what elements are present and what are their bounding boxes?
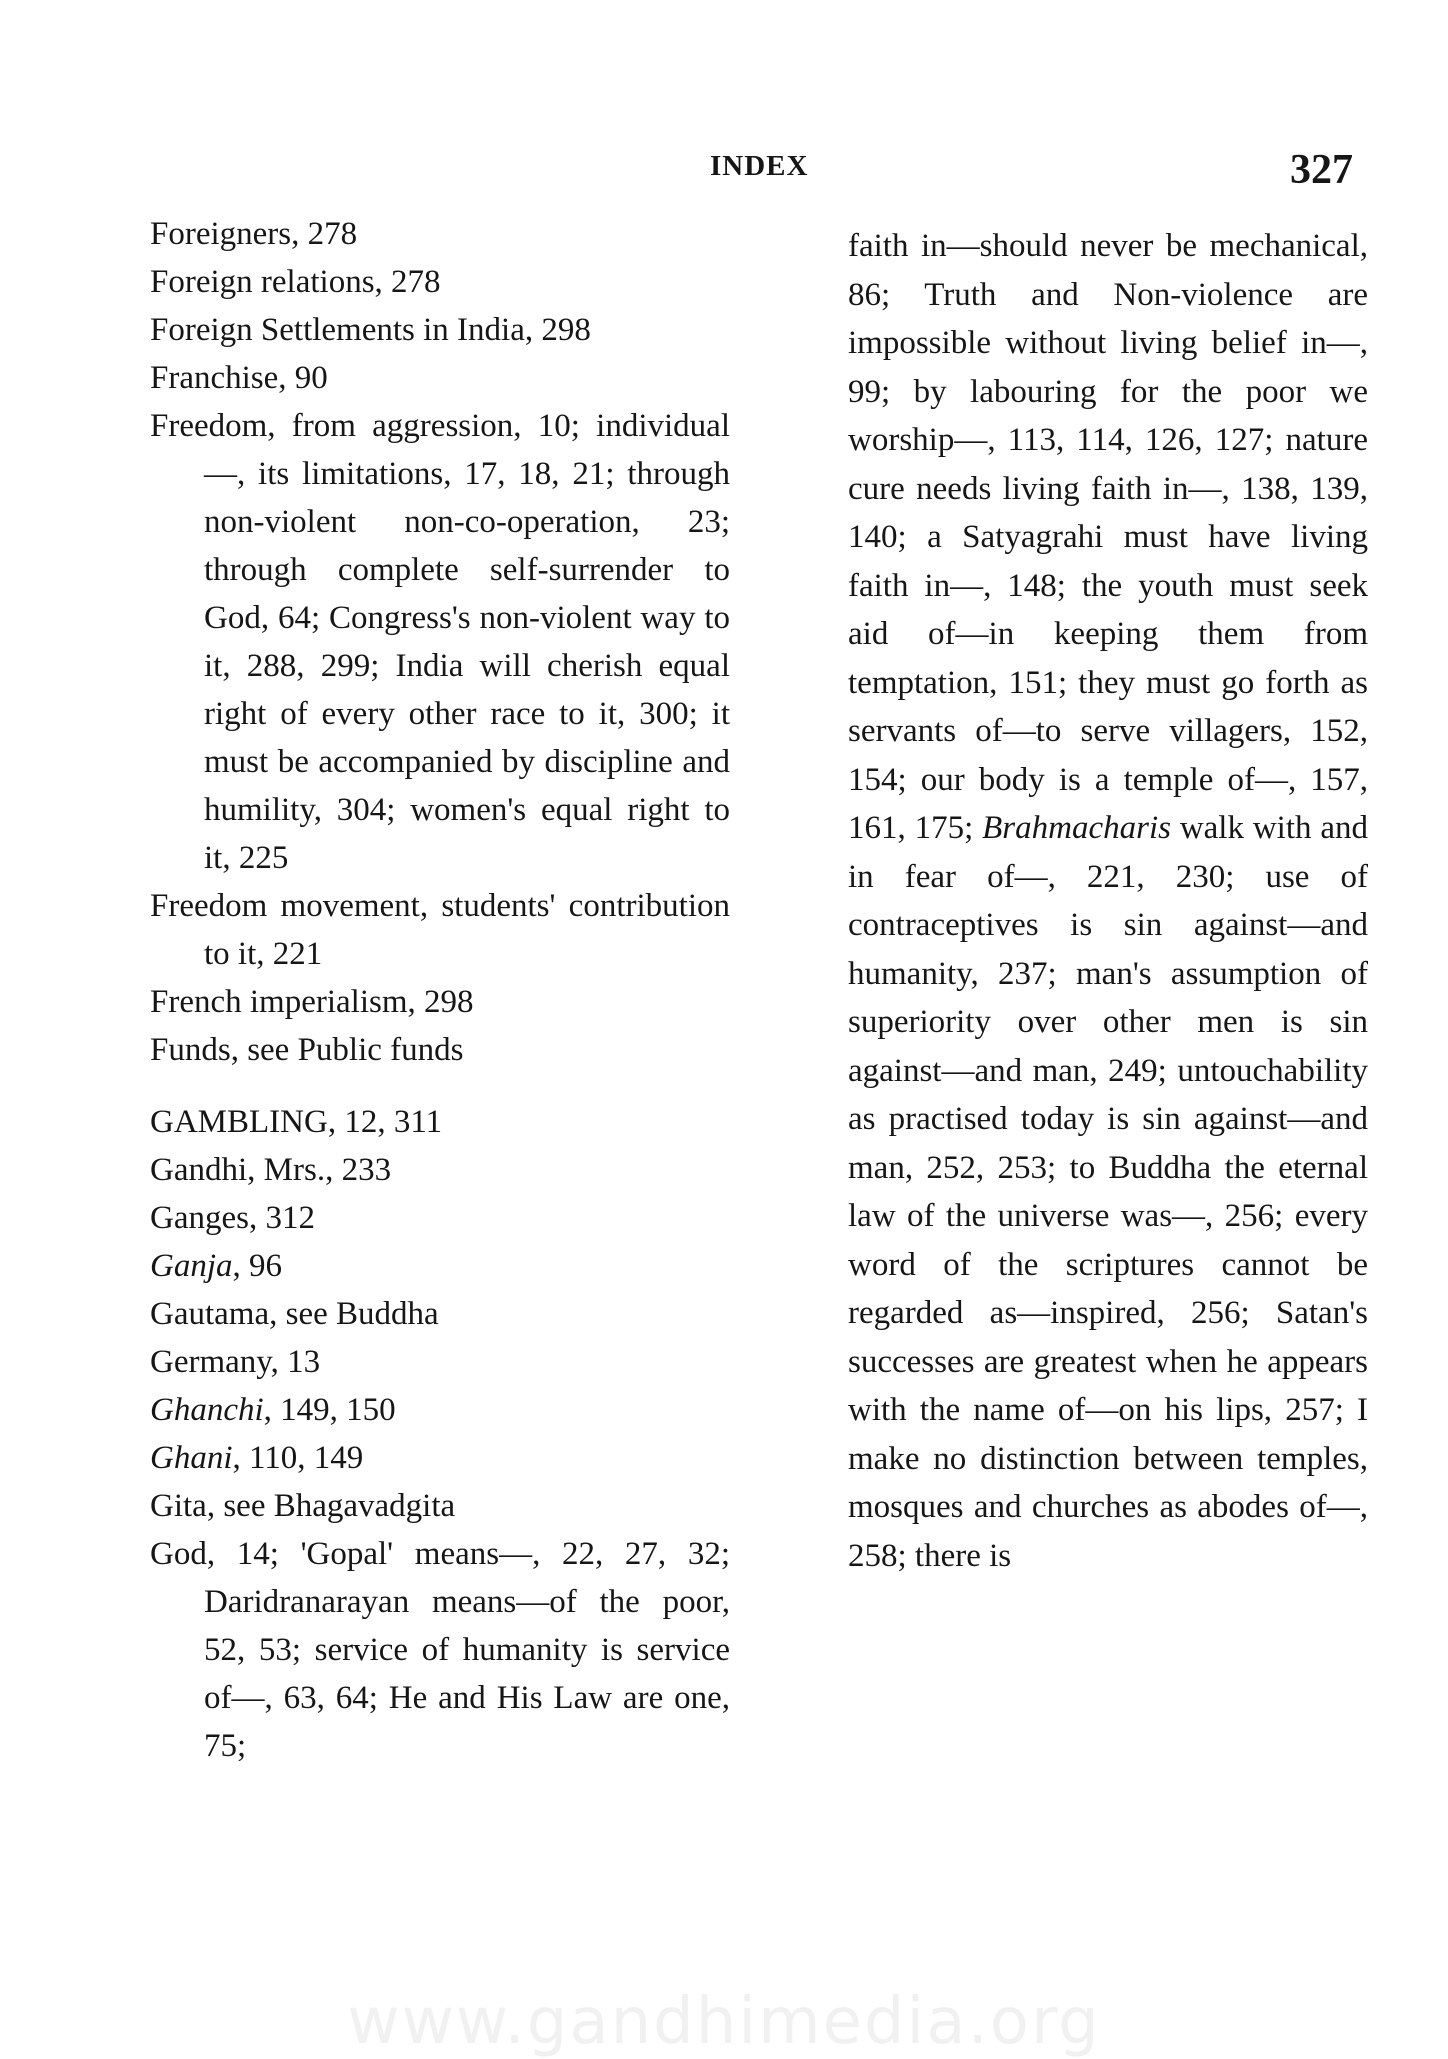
entry-rest: , 96 [232, 1248, 282, 1284]
entry-head: Ghanchi [150, 1392, 264, 1428]
index-entry: French imperialism, 298 [150, 984, 474, 1020]
entry-rest: , 110, 149 [232, 1440, 364, 1476]
page-number: 327 [1290, 147, 1353, 193]
index-entry: Freedom, from aggression, 10; individual—, its limitations, 17, 18, 21; through non-violent non-co-operation, 23; through complete self-surrender to God, 64; Congress's non-violent way to it, 288, 299; India will cherish equal right of every other race to it, 300; it must be accompanied by discipline and humility, 304; women's equal right to it, 225 [150, 408, 730, 876]
continued-entry-text: faith in—should never be mechanical, 86; Truth and Non-violence are impossible without living belief in—, 99; by labouring for the poor we worship—, 113, 114, 126, 127; nature cure needs living faith in—, 138, 139, 140; a Satyagrahi must have living faith in—, 148; the youth must seek aid of—in keeping them from temptation, 151; they must go forth as servants of—to serve villagers, 152, 154; our body is a temple of—, 157, 161, 175; [848, 228, 1368, 846]
entry-rest: , 233 [325, 1152, 392, 1188]
index-entry: Funds, see Public funds [150, 1032, 464, 1068]
index-entry [150, 1482, 730, 1530]
index-entry [150, 1146, 730, 1194]
entry-head: Gita [150, 1488, 207, 1524]
index-entry [150, 1098, 730, 1146]
entry-head: Ganges [150, 1200, 249, 1236]
running-title: INDEX [710, 150, 809, 182]
right-column [848, 222, 1368, 1580]
index-entry [150, 1386, 730, 1434]
entry-head: God [150, 1536, 207, 1572]
entry-rest: , 312 [248, 1200, 315, 1236]
index-entry: Freedom movement, students' contribution to it, 221 [150, 888, 730, 972]
entry-head: Gautama [150, 1296, 270, 1332]
index-entry [150, 1242, 730, 1290]
continued-entry-text: walk with and in fear of—, 221, 230; use of contraceptives is sin against—and humanity, 237; man's assumption of superiority over other men is sin against—and man, 249; untouchability as practised today is sin against—and man, 252, 253; to Buddha the eternal law of the universe was—, 256; every word of the scriptures cannot be regarded as—inspired, 256; Satan's successes are greatest when he appears with the name of—on his lips, 257; I make no distinction between temples, mosques and churches as abodes of—, 258; there is [848, 810, 1368, 1574]
entry-head: Ghani [150, 1440, 233, 1476]
entry-rest: , 12, 311 [327, 1104, 443, 1140]
entry-head: Gandhi, Mrs. [150, 1152, 326, 1188]
entry-head: Germany [150, 1344, 271, 1380]
watermark: www.gandhimedia.org [347, 1985, 1101, 2059]
entry-rest: , 14; 'Gopal' means—, 22, 27, 32; Daridranarayan means—of the poor, 52, 53; service of humanity is service of—, 63, 64; He and His Law are one, 75; [204, 1536, 730, 1764]
entry-head: Ganja [150, 1248, 233, 1284]
entry-rest: , 149, 150 [263, 1392, 396, 1428]
index-entry [150, 1530, 730, 1770]
italic-term: Brahmacharis [982, 810, 1171, 846]
index-entry [150, 1338, 730, 1386]
entry-head: GAMBLING [150, 1104, 328, 1140]
left-column [150, 210, 730, 1770]
index-entry [150, 1434, 730, 1482]
index-entry: Foreigners, 278 [150, 216, 358, 252]
index-entry: Franchise, 90 [150, 360, 328, 396]
index-entry: Foreign Settlements in India, 298 [150, 312, 591, 348]
entry-rest: , 13 [270, 1344, 321, 1380]
entry-rest: , see Bhagavadgita [206, 1488, 456, 1524]
section-gap [150, 1074, 730, 1098]
entry-rest: , see Buddha [269, 1296, 439, 1332]
index-entry: Foreign relations, 278 [150, 264, 441, 300]
index-entry [150, 1290, 730, 1338]
index-entry [150, 1194, 730, 1242]
